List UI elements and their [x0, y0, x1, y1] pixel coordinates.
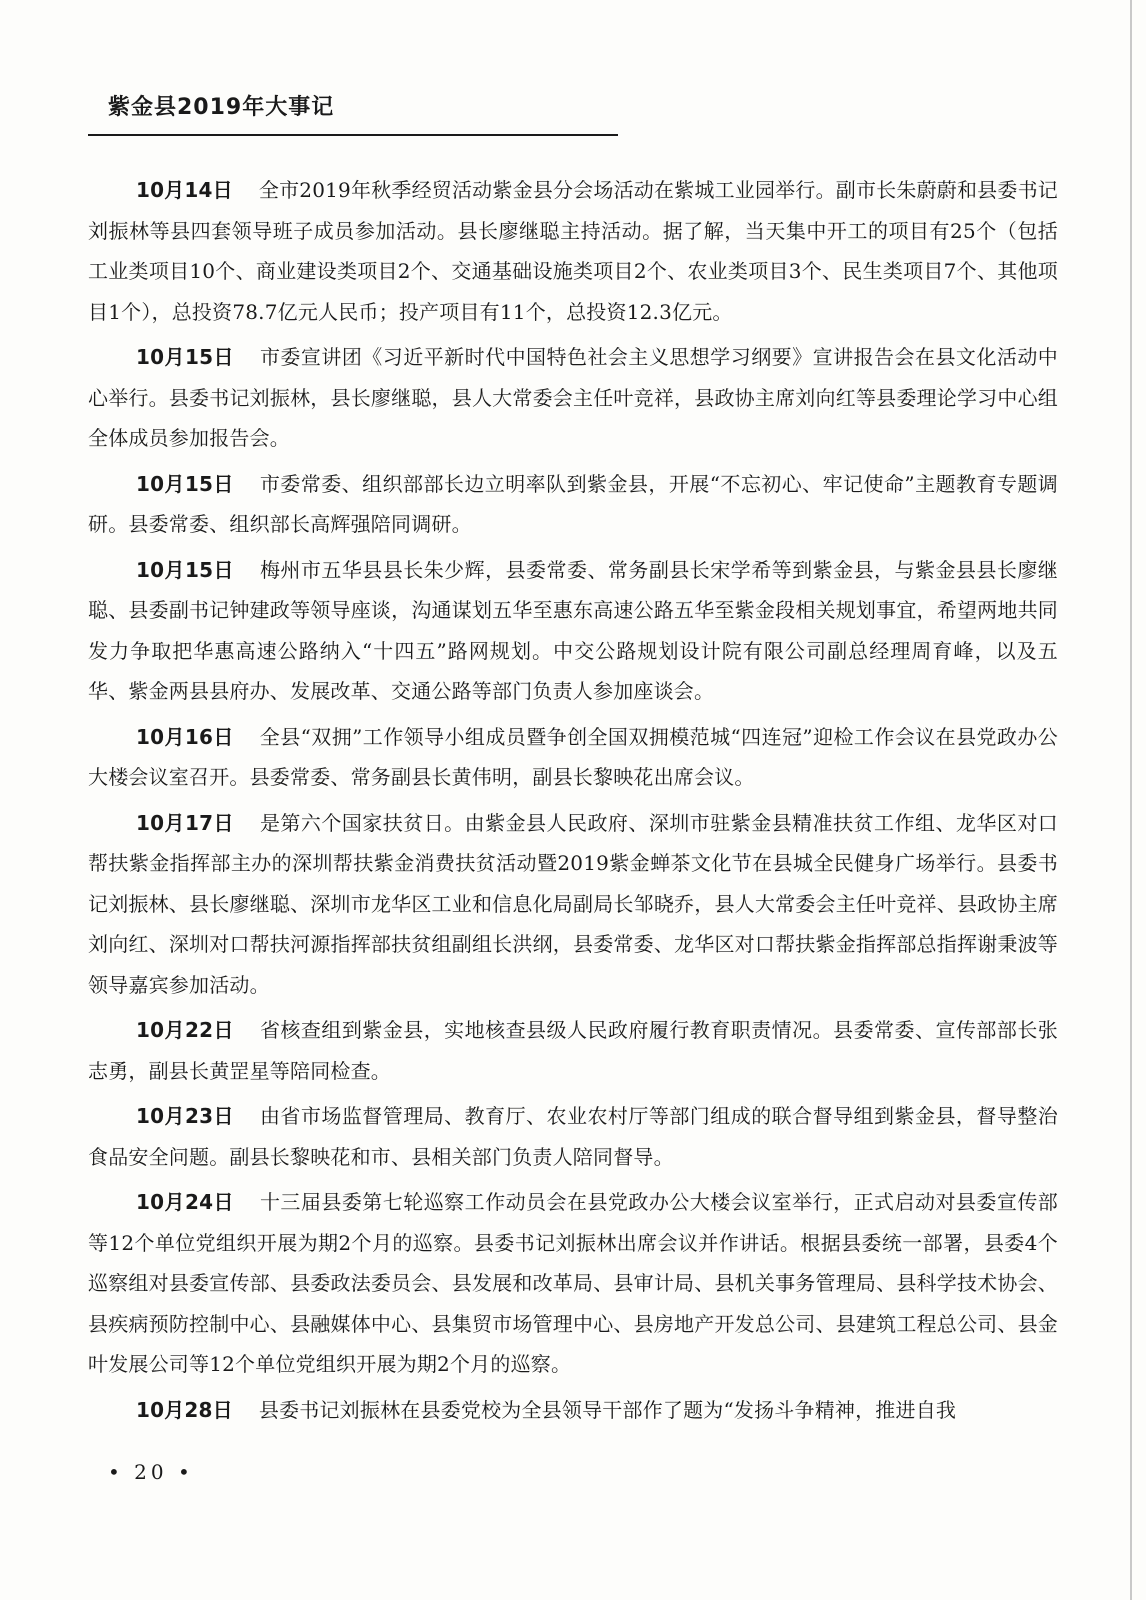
- chronicle-entry: [88, 1182, 1058, 1385]
- chronicle-entry: [88, 717, 1058, 798]
- entry-text: 县委书记刘振林在县委党校为全县领导干部作了题为“发扬斗争精神，推进自我: [258, 1397, 957, 1422]
- entry-text: 市委常委、组织部部长边立明率队到紫金县，开展“不忘初心、牢记使命”主题教育专题调研。县委常委、组织部长高辉强陪同调研。: [88, 471, 1058, 536]
- entry-date: 10月16日: [136, 724, 234, 749]
- chronicle-entry: [88, 337, 1058, 459]
- entry-text: 梅州市五华县县长朱少辉，县委常委、常务副县长宋学希等到紫金县，与紫金县县长廖继聪、县委副书记钟建政等领导座谈，沟通谋划五华至惠东高速公路五华至紫金段相关规划事宜，希望两地共同发力争取把华惠高速公路纳入“十四五”路网规划。中交公路规划设计院有限公司副总经理周育峰，以及五华、紫金两县县府办、发展改革、交通公路等部门负责人参加座谈会。: [88, 557, 1058, 703]
- entry-date: 10月15日: [136, 557, 234, 582]
- entry-date: 10月22日: [136, 1018, 234, 1042]
- entry-date: 10月14日: [136, 178, 233, 202]
- entry-date: 10月28日: [136, 1397, 233, 1422]
- entry-text: 全县“双拥”工作领导小组成员暨争创全国双拥模范城“四连冠”迎检工作会议在县党政办公大楼会议室召开。县委常委、常务副县长黄伟明，副县长黎映花出席会议。: [88, 724, 1058, 789]
- running-header: 紫金县2019年大事记: [108, 95, 335, 120]
- chronicle-entry: [88, 550, 1058, 712]
- entry-date: 10月17日: [136, 810, 234, 835]
- entry-text: 市委宣讲团《习近平新时代中国特色社会主义思想学习纲要》宣讲报告会在县文化活动中心举行。县委书记刘振林，县长廖继聪，县人大常委会主任叶竞祥，县政协主席刘向红等县委理论学习中心组全体成员参加报告会。: [88, 345, 1058, 450]
- entry-date: 10月15日: [136, 345, 234, 369]
- entry-text: 全市2019年秋季经贸活动紫金县分会场活动在紫城工业园举行。副市长朱蔚蔚和县委书记刘振林等县四套领导班子成员参加活动。县长廖继聪主持活动。据了解，当天集中开工的项目有25个（包括工业类项目10个、商业建设类项目2个、交通基础设施类项目2个、农业类项目3个、民生类项目7个、其他项目1个），总投资78.7亿元人民币；投产项目有11个，总投资12.3亿元。: [88, 178, 1058, 324]
- chronicle-entry: [88, 464, 1058, 545]
- chronicle-entry: [88, 1010, 1058, 1091]
- entry-text: 省核查组到紫金县，实地核查县级人民政府履行教育职责情况。县委常委、宣传部部长张志勇，副县长黄罡星等陪同检查。: [88, 1018, 1058, 1083]
- chronicle-entry: [88, 803, 1058, 1006]
- chronicle-entry: [88, 1390, 1058, 1431]
- page-number: • 20 •: [108, 1460, 194, 1484]
- entry-date: 10月15日: [136, 471, 234, 496]
- entry-text: 是第六个国家扶贫日。由紫金县人民政府、深圳市驻紫金县精准扶贫工作组、龙华区对口帮扶紫金指挥部主办的深圳帮扶紫金消费扶贫活动暨2019紫金蝉茶文化节在县城全民健身广场举行。县委书记刘振林、县长廖继聪、深圳市龙华区工业和信息化局副局长邹晓乔，县人大常委会主任叶竞祥、县政协主席刘向红、深圳对口帮扶河源指挥部扶贫组副组长洪纲，县委常委、龙华区对口帮扶紫金指挥部总指挥谢秉波等领导嘉宾参加活动。: [88, 810, 1058, 997]
- scan-edge-line: [1130, 0, 1132, 1600]
- chronicle-body: [88, 170, 1058, 1435]
- header-rule: [88, 134, 618, 136]
- entry-text: 十三届县委第七轮巡察工作动员会在县党政办公大楼会议室举行，正式启动对县委宣传部等12个单位党组织开展为期2个月的巡察。县委书记刘振林出席会议并作讲话。根据县委统一部署，县委4个巡察组对县委宣传部、县委政法委员会、县发展和改革局、县审计局、县机关事务管理局、县科学技术协会、县疾病预防控制中心、县融媒体中心、县集贸市场管理中心、县房地产开发总公司、县建筑工程总公司、县金叶发展公司等12个单位党组织开展为期2个月的巡察。: [88, 1190, 1058, 1376]
- chronicle-entry: [88, 1096, 1058, 1177]
- entry-text: 由省市场监督管理局、教育厅、农业农村厅等部门组成的联合督导组到紫金县，督导整治食品安全问题。副县长黎映花和市、县相关部门负责人陪同督导。: [88, 1104, 1058, 1169]
- chronicle-entry: [88, 170, 1058, 332]
- entry-date: 10月23日: [136, 1104, 234, 1128]
- entry-date: 10月24日: [136, 1190, 234, 1214]
